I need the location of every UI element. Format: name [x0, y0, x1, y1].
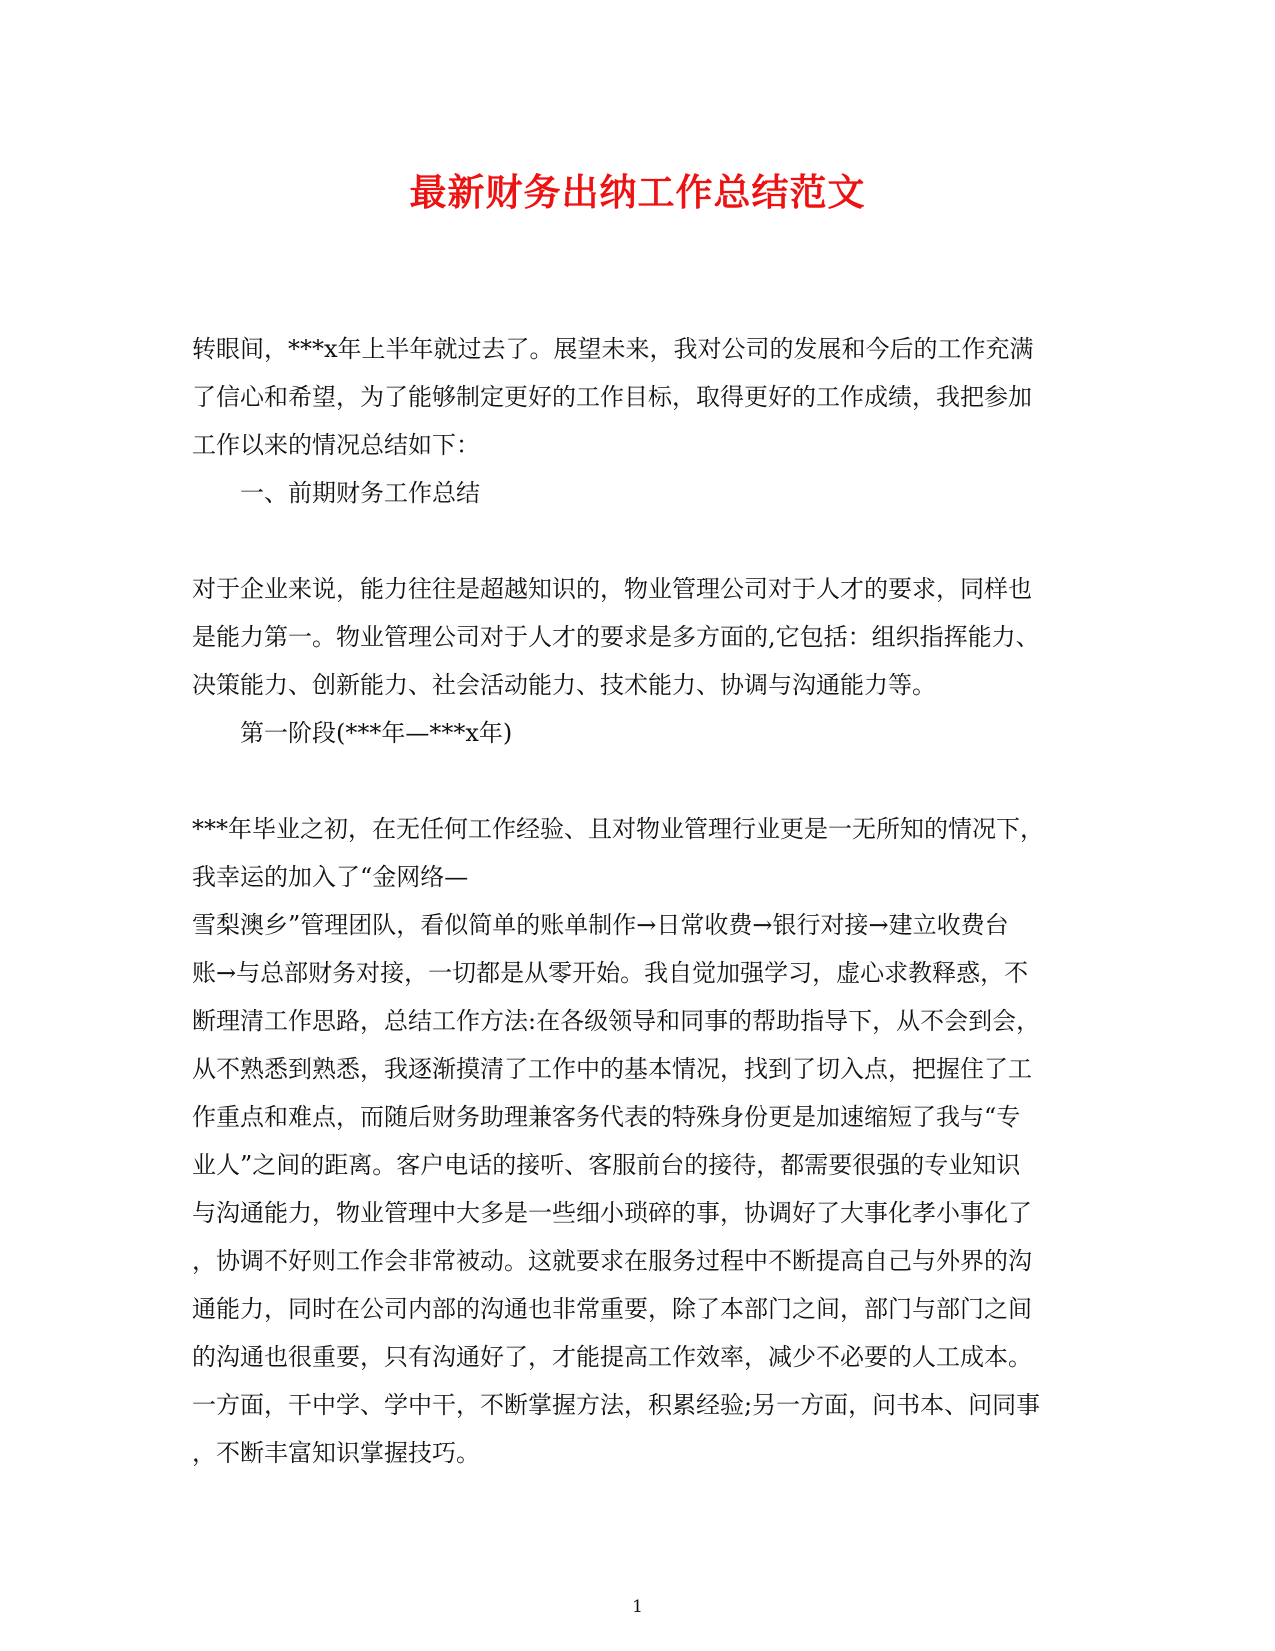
blank-line [192, 517, 1084, 565]
text-line: 与沟通能力，物业管理中大多是一些细小琐碎的事，协调好了大事化孝小事化了 [192, 1199, 1032, 1227]
text-line: 转眼间，***x年上半年就过去了。展望未来，我对公司的发展和今后的工作充满 [192, 335, 1034, 363]
text-line: 对于企业来说，能力往往是超越知识的，物业管理公司对于人才的要求，同样也 [192, 575, 1032, 603]
blank-line [192, 757, 1084, 805]
text-line: 作重点和难点，而随后财务助理兼客务代表的特殊身份更是加速缩短了我与“专 [192, 1103, 1021, 1131]
text-line: 工作以来的情况总结如下： [192, 431, 480, 459]
text-line: 第一阶段(***年—***x年) [240, 719, 513, 747]
text-line: ，协调不好则工作会非常被动。这就要求在服务过程中不断提高自己与外界的沟 [192, 1247, 1032, 1275]
page-number: 1 [632, 1597, 643, 1617]
text-line: ，不断丰富知识掌握技巧。 [192, 1439, 480, 1467]
text-line: 决策能力、创新能力、社会活动能力、技术能力、协调与沟通能力等。 [192, 671, 936, 699]
text-line: 一方面，干中学、学中干，不断掌握方法，积累经验;另一方面，问书本、问同事 [192, 1391, 1041, 1419]
text-line: 了信心和希望，为了能够制定更好的工作目标，取得更好的工作成绩，我把参加 [192, 383, 1032, 411]
document-title: 最新财务出纳工作总结范文 [409, 170, 866, 214]
text-line: 雪梨澳乡”管理团队，看似简单的账单制作→日常收费→银行对接→建立收费台 [192, 911, 1009, 939]
text-line: 从不熟悉到熟悉，我逐渐摸清了工作中的基本情况，找到了切入点，把握住了工 [192, 1055, 1032, 1083]
text-line: 是能力第一。物业管理公司对于人才的要求是多方面的,它包括：组织指挥能力、 [192, 623, 1040, 651]
document-body [192, 325, 1084, 1477]
text-line: ***年毕业之初，在无任何工作经验、且对物业管理行业更是一无所知的情况下， [192, 815, 1044, 843]
text-line: 断理清工作思路，总结工作方法:在各级领导和同事的帮助指导下，从不会到会， [192, 1007, 1041, 1035]
text-line: 业人”之间的距离。客户电话的接听、客服前台的接待，都需要很强的专业知识 [192, 1151, 1021, 1179]
text-line: 通能力，同时在公司内部的沟通也非常重要，除了本部门之间，部门与部门之间 [192, 1295, 1032, 1323]
text-line: 一、前期财务工作总结 [240, 479, 480, 507]
text-line: 账→与总部财务对接，一切都是从零开始。我自觉加强学习，虚心求教释惑，不 [192, 959, 1029, 987]
text-line: 的沟通也很重要，只有沟通好了，才能提高工作效率，减少不必要的人工成本。 [192, 1343, 1032, 1371]
text-line: 我幸运的加入了“金网络— [192, 863, 469, 891]
